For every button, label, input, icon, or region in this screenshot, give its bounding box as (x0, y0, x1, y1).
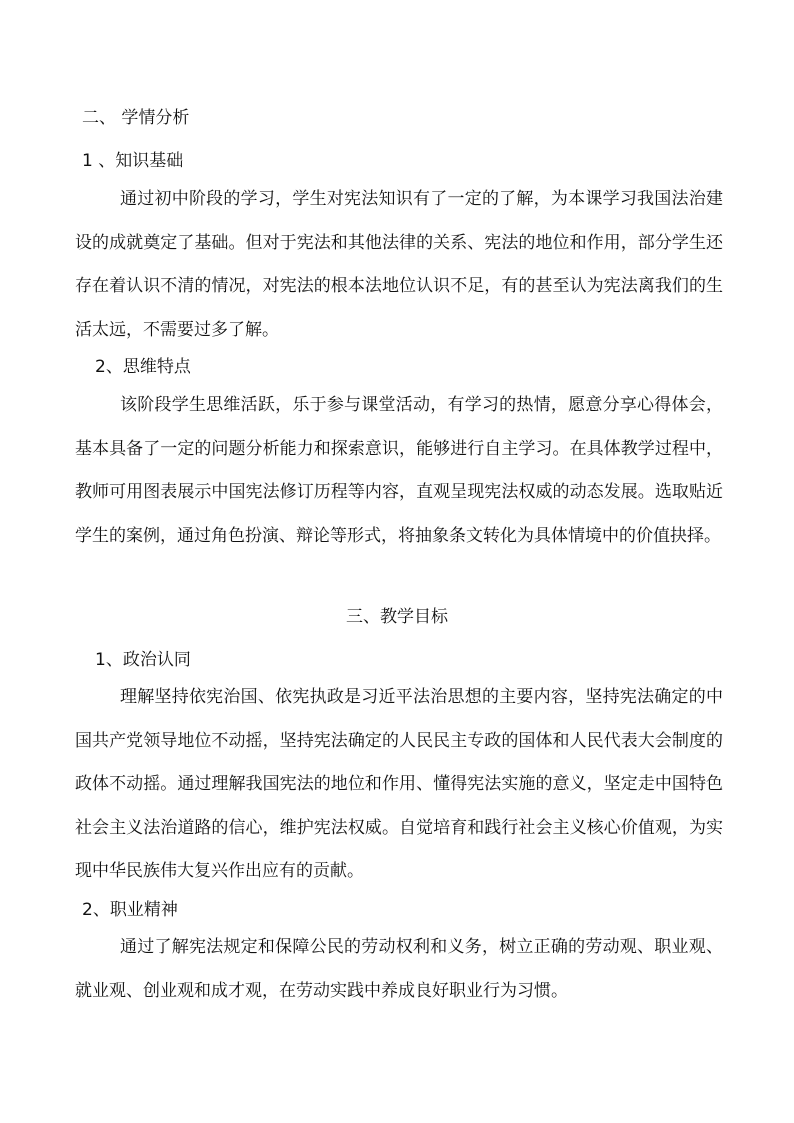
section-heading-teaching-goals: 三、教学目标 (346, 607, 448, 627)
subheading-professional-spirit: 2、职业精神 (82, 900, 178, 920)
subheading-political-identity: 1、政治认同 (95, 650, 191, 670)
paragraph-knowledge-basis: 通过初中阶段的学习，学生对宪法知识有了一定的了解，为本课学习我国法治建设的成就奠定了基础。但对于宪法和其他法律的关系、宪法的地位和作用，部分学生还存在着认识不清的情况，对宪法的根本法地位认识不足，有的甚至认为宪法离我们的生活太远，不需要过多了解。 (75, 189, 723, 340)
paragraph-professional-spirit: 通过了解宪法规定和保障公民的劳动权利和义务，树立正确的劳动观、职业观、就业观、创业观和成才观，在劳动实践中养成良好职业行为习惯。 (75, 937, 723, 1001)
paragraph-political-identity: 理解坚持依宪治国、依宪执政是习近平法治思想的主要内容，坚持宪法确定的中国共产党领导地位不动摇，坚持宪法确定的人民民主专政的国体和人民代表大会制度的政体不动摇。通过理解我国宪法的地位和作用、懂得宪法实施的意义，坚定走中国特色社会主义法治道路的信心，维护宪法权威。自觉培育和践行社会主义核心价值观，为实现中华民族伟大复兴作出应有的贡献。 (75, 687, 723, 881)
section-heading-learning-analysis: 二、 学情分析 (82, 108, 190, 128)
paragraph-thinking-traits: 该阶段学生思维活跃，乐于参与课堂活动，有学习的热情，愿意分享心得体会，基本具备了一定的问题分析能力和探索意识，能够进行自主学习。在具体教学过程中，教师可用图表展示中国宪法修订历程等内容，直观呈现宪法权威的动态发展。选取贴近学生的案例，通过角色扮演、辩论等形式，将抽象条文转化为具体情境中的价值抉择。 (75, 395, 723, 546)
subheading-thinking-traits: 2、思维特点 (95, 357, 191, 377)
subheading-knowledge-basis: 1 、知识基础 (82, 151, 184, 171)
